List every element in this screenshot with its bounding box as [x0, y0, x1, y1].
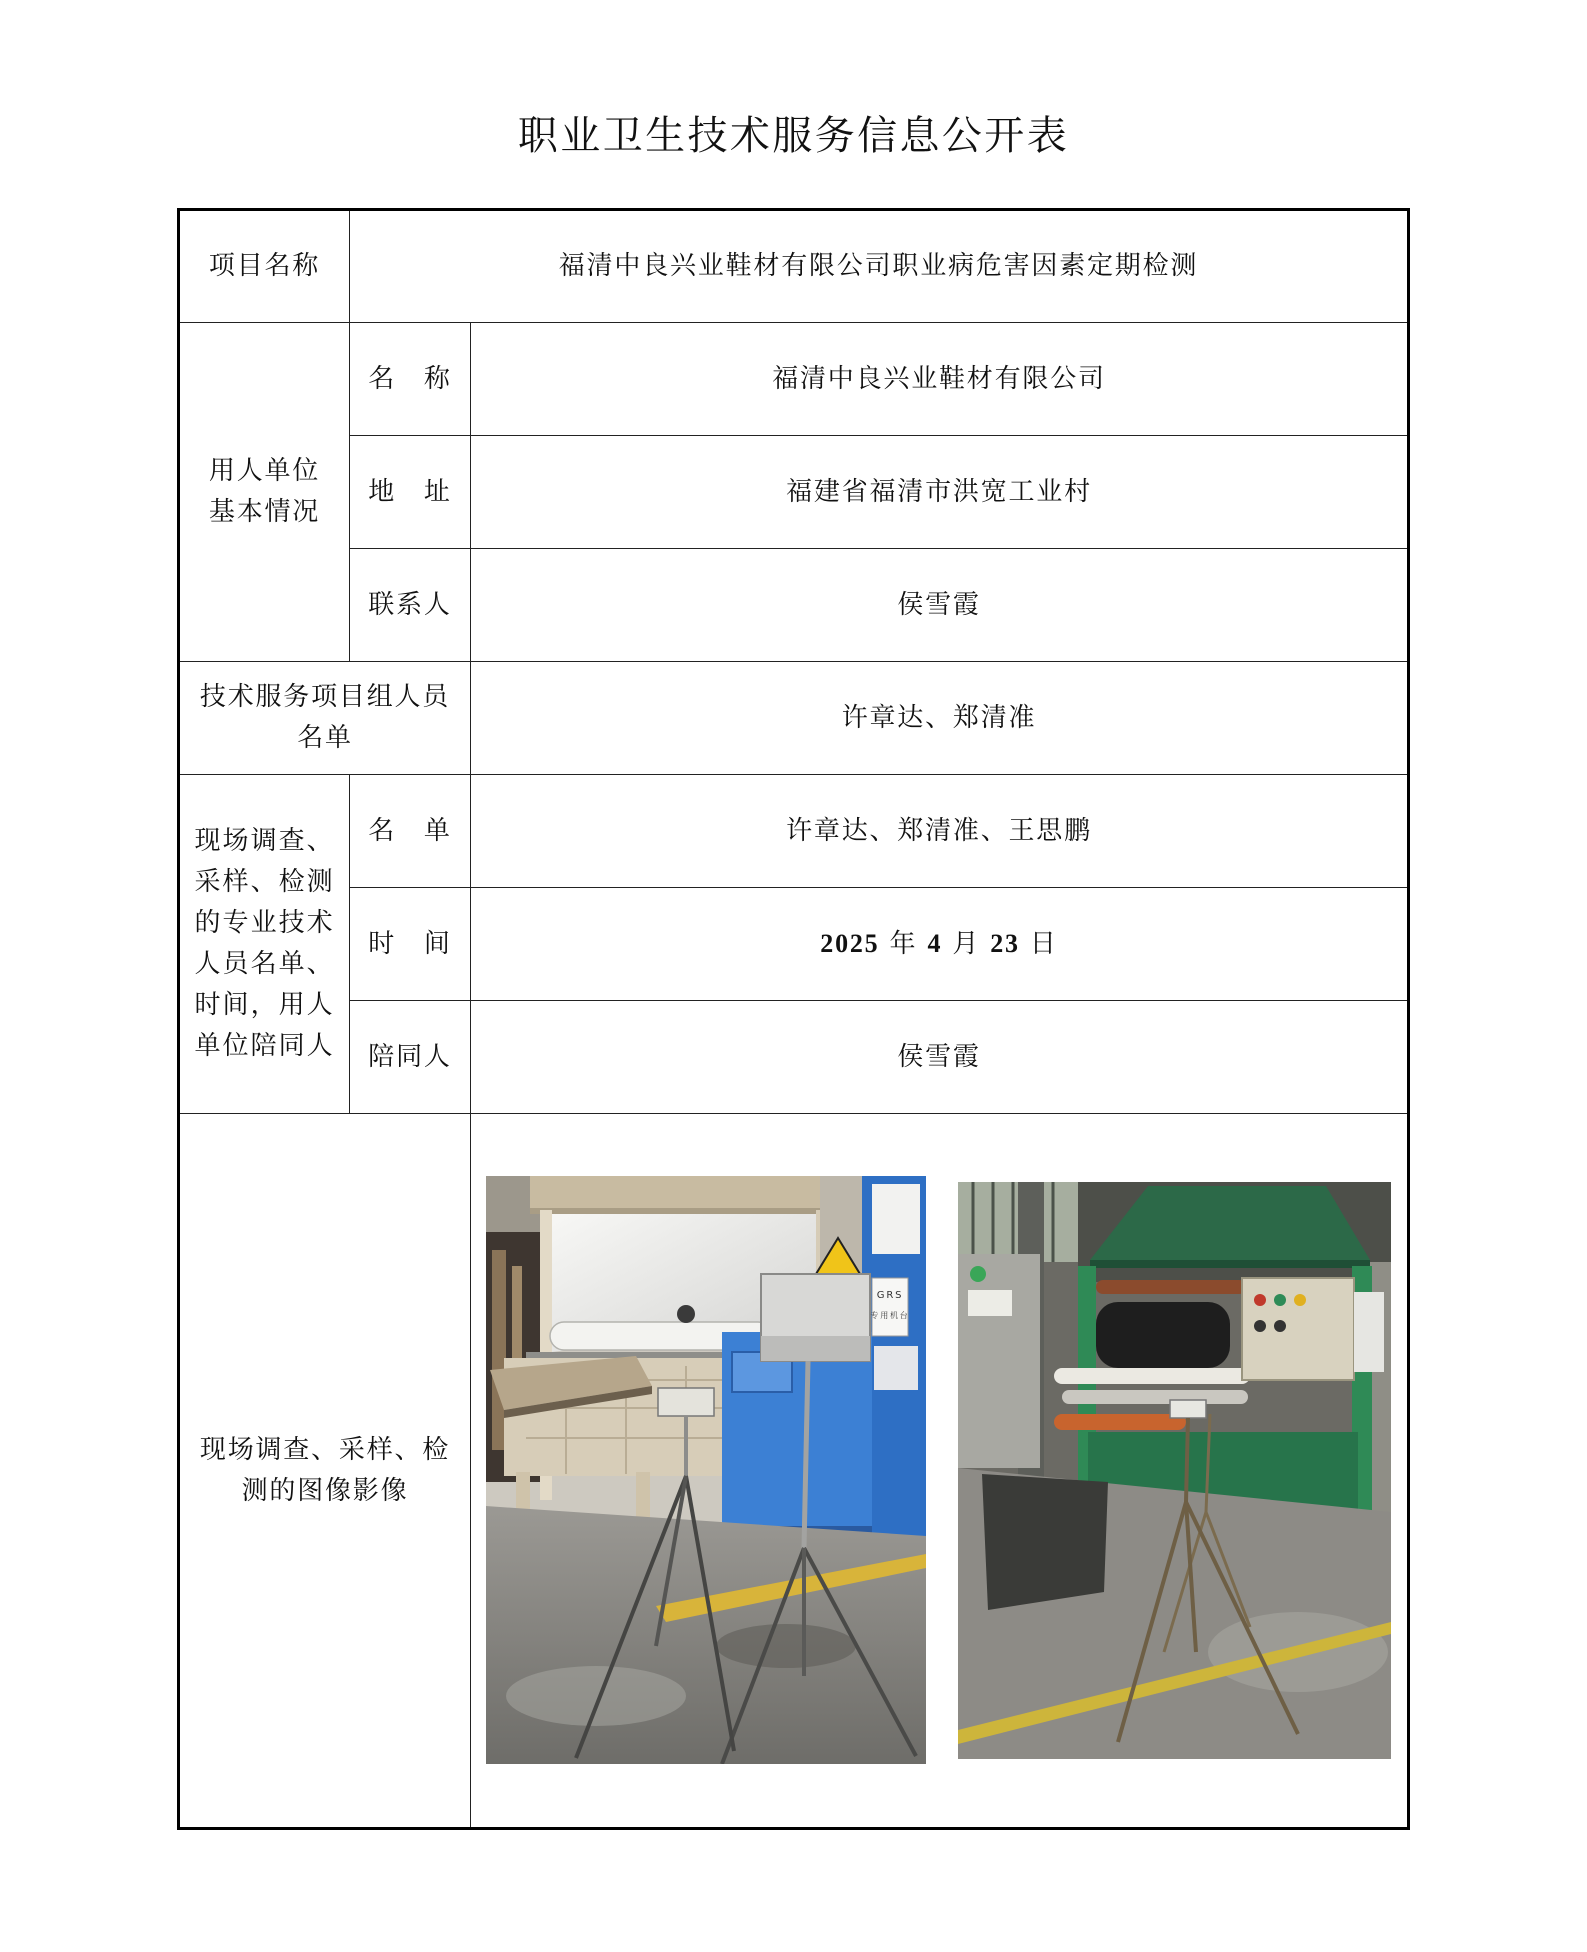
employer-name-row	[179, 323, 1409, 436]
field-time-row	[179, 888, 1409, 1001]
field-info-label-cell	[179, 775, 350, 1114]
photo2-white-roller	[1054, 1368, 1250, 1384]
photo1-header-shadow	[530, 1208, 820, 1214]
photo2-tripod-pole	[1186, 1418, 1188, 1502]
employer-address-row	[179, 436, 1409, 549]
page-title: 职业卫生技术服务信息公开表	[517, 113, 1070, 159]
employer-contact-row	[179, 549, 1409, 662]
date-day-unit: 日	[1029, 929, 1058, 959]
photo2-grey-roller	[1062, 1390, 1248, 1404]
field-escort-label: 陪同人	[350, 1001, 471, 1114]
project-name-value: 福清中良兴业鞋材有限公司职业病危害因素定期检测	[350, 210, 1409, 323]
team-label-cell	[179, 662, 471, 775]
field-time-label: 时 间	[350, 888, 471, 1001]
photo2-hood-rim	[1090, 1260, 1370, 1268]
photo2-box-badge	[970, 1266, 986, 1282]
photo1-sampler-instrument	[658, 1388, 714, 1416]
photo-row	[179, 1114, 1409, 1829]
field-escort-row	[179, 1001, 1409, 1114]
employer-address-value: 福建省福清市洪宽工业村	[471, 436, 1409, 549]
project-name-label: 项目名称	[179, 210, 350, 323]
date-year-unit: 年	[889, 929, 918, 959]
info-disclosure-table	[177, 208, 1410, 1830]
photo2-orange-roller	[1054, 1414, 1186, 1430]
photo-cell	[471, 1114, 1409, 1829]
photo1-floor-light-patch	[506, 1666, 686, 1726]
photo1-notice-sheet-2	[874, 1346, 918, 1390]
employer-contact-value: 侯雪霞	[471, 549, 1409, 662]
photo2-panel-button-black-2	[1274, 1320, 1286, 1332]
photo-label: 现场调查、采样、检测的图像影像	[199, 1434, 451, 1506]
project-row	[179, 210, 1409, 323]
photo2-black-drum	[1096, 1302, 1230, 1368]
field-staff-value: 许章达、郑清准、王思鹏	[471, 775, 1409, 888]
team-label: 技术服务项目组人员名单	[199, 682, 451, 753]
team-value: 许章达、郑清准	[471, 662, 1409, 775]
photo1-stacked-board	[492, 1250, 506, 1450]
employer-info-label-cell	[179, 323, 350, 662]
photo2-floor-mat	[982, 1474, 1108, 1610]
photo2-box-label	[968, 1290, 1012, 1316]
employer-address-label: 地 址	[350, 436, 471, 549]
employer-name-value: 福清中良兴业鞋材有限公司	[471, 323, 1409, 436]
employer-info-label: 用人单位基本情况	[208, 456, 321, 527]
photo1-noise-meter-front	[761, 1336, 870, 1361]
photo1-sign-text-1: GRS	[876, 1290, 904, 1301]
date-year: 2025	[820, 929, 880, 958]
site-photo-1	[486, 1176, 926, 1764]
photo2-white-tank	[1354, 1292, 1384, 1372]
field-info-label: 现场调查、采样、检测的专业技术人员名单、时间，用人单位陪同人	[194, 826, 335, 1061]
site-photo-2	[958, 1182, 1391, 1759]
photo1-roll-handle	[677, 1305, 695, 1323]
team-row	[179, 662, 1409, 775]
photo-label-cell	[179, 1114, 471, 1829]
date-month-unit: 月	[952, 929, 981, 959]
photo2-panel-button-red	[1254, 1294, 1266, 1306]
field-staff-label: 名 单	[350, 775, 471, 888]
field-time-value	[471, 888, 1409, 1001]
photo1-floor-stain	[716, 1624, 856, 1668]
photo2-panel-button-green	[1274, 1294, 1286, 1306]
photo2-electric-box	[958, 1254, 1040, 1468]
photo1-machine-sign	[872, 1278, 908, 1336]
date-day: 23	[990, 929, 1020, 958]
photo2-sampler-instrument	[1170, 1400, 1206, 1418]
field-staff-row	[179, 775, 1409, 888]
photo1-floor	[486, 1506, 926, 1764]
employer-name-label: 名 称	[350, 323, 471, 436]
photo1-sign-text-2: 专用机台	[870, 1311, 910, 1320]
employer-contact-label: 联系人	[350, 549, 471, 662]
photo2-brown-roller	[1096, 1280, 1246, 1294]
date-month: 4	[927, 929, 943, 958]
photo2-panel-button-yellow	[1294, 1294, 1306, 1306]
photo2-panel-button-black	[1254, 1320, 1266, 1332]
photo1-notice-sheet	[872, 1184, 920, 1254]
field-escort-value: 侯雪霞	[471, 1001, 1409, 1114]
photo-area	[471, 1114, 1407, 1827]
